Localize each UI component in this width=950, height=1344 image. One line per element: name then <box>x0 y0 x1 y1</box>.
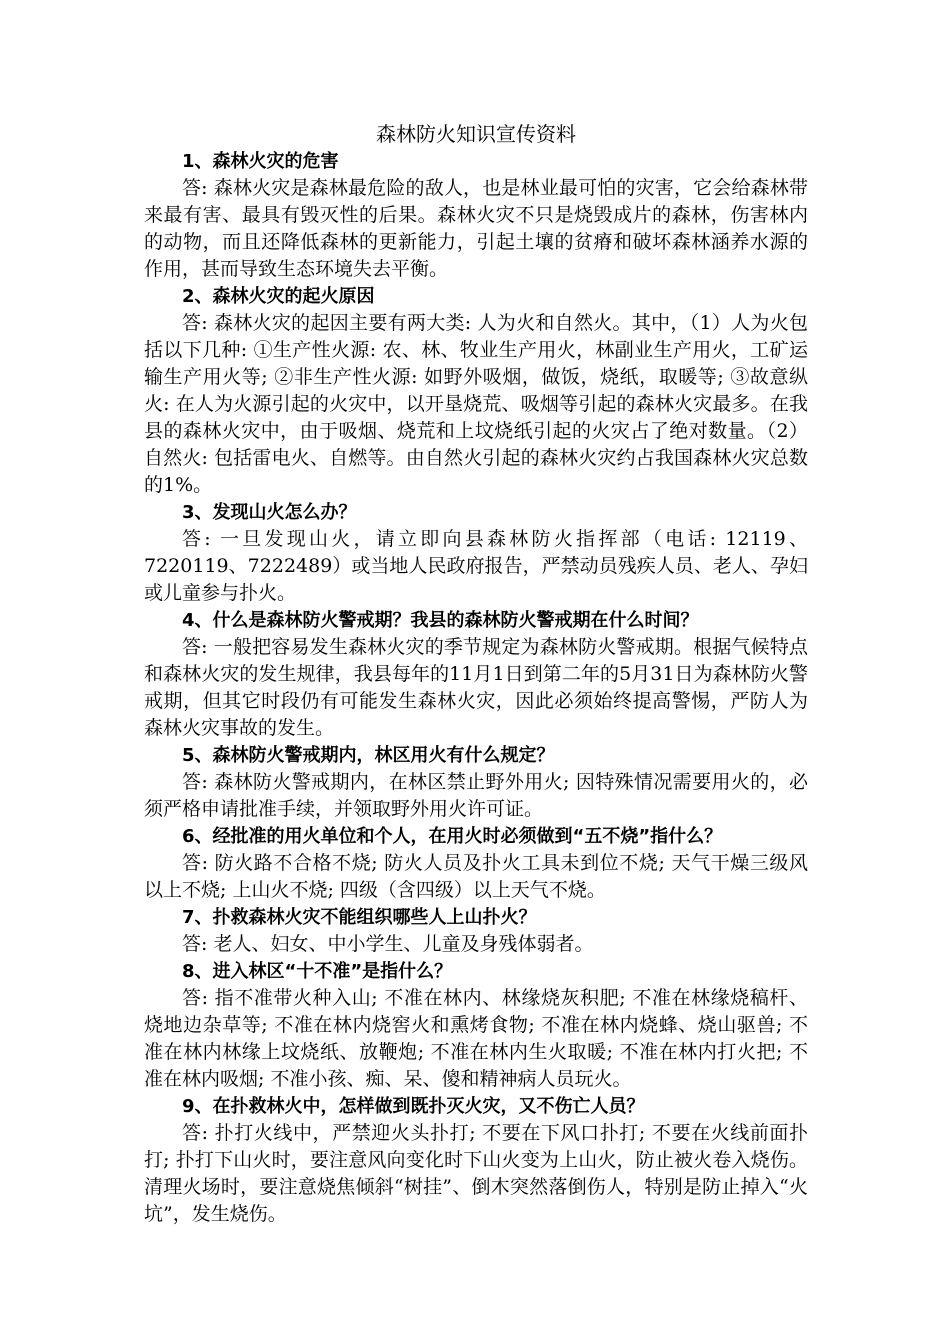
question-3: 3、发现山火怎么办？ <box>182 502 357 523</box>
question-2: 2、森林火灾的起火原因 <box>182 286 375 307</box>
question-8: 8、进入林区“十不准”是指什么？ <box>182 961 453 982</box>
answer-3: 答: 一旦发现山火，请立即向县森林防火指挥部（电话: 12119、7220119、7222489）或当地人民政府报告，严禁动员残疾人员、老人、孕妇或儿童参与扑火。 <box>144 528 808 604</box>
answer-8: 答: 指不准带火种入山; 不准在林内、林缘烧灰积肥; 不准在林缘烧稿杆、烧地边杂草等; 不准在林内烧窖火和熏烤食物; 不准在林内烧蜂、烧山驱兽; 不准在林内林缘上坟烧纸、放鞭炮; 不准在林内生火取暖; 不准在林内打火把; 不准在林内吸烟; 不准小孩、痴、呆、傻和精神病人员玩火。 <box>144 987 808 1090</box>
answer-4: 答: 一般把容易发生森林火灾的季节规定为森林防火警戒期。根据气候特点和森林火灾的发生规律，我县每年的11月1日到第二年的5月31日为森林防火警戒期，但其它时段仍有可能发生森林火灾，因此必须始终提高警惕，严防人为森林火灾事故的发生。 <box>144 636 808 739</box>
document-page <box>144 120 808 1228</box>
question-6: 6、经批准的用火单位和个人，在用火时必须做到“五不烧”指什么？ <box>182 826 723 847</box>
answer-5: 答: 森林防火警戒期内，在林区禁止野外用火; 因特殊情况需要用火的，必须严格申请批准手续，并领取野外用火许可证。 <box>144 771 808 820</box>
question-9: 9、在扑救林火中，怎样做到既扑灭火灾，又不伤亡人员？ <box>182 1096 645 1117</box>
question-4: 4、什么是森林防火警戒期？我县的森林防火警戒期在什么时间？ <box>182 610 699 631</box>
answer-2: 答: 森林火灾的起因主要有两大类: 人为火和自然火。其中，（1）人为火包括以下几种: ①生产性火源: 农、林、牧业生产用火，林副业生产用火，工矿运输生产用火等; ②非生产性火源: 如野外吸烟，做饭，烧纸，取暖等; ③故意纵火: 在人为火源引起的火灾中，以开垦烧荒、吸烟等引起的森林火灾最多。在我县的森林火灾中，由于吸烟、烧荒和上坟烧纸引起的火灾占了绝对数量。（2）自然火: 包括雷电火、自燃等。由自然火引起的森林火灾约占我国森林火灾总数的1%。 <box>144 312 808 496</box>
question-7: 7、扑救森林火灾不能组织哪些人上山扑火？ <box>182 907 537 928</box>
question-1: 1、森林火灾的危害 <box>182 151 339 172</box>
answer-1: 答: 森林火灾是森林最危险的敌人，也是林业最可怕的灾害，它会给森林带来最有害、最具有毁灭性的后果。森林火灾不只是烧毁成片的森林，伤害林内的动物，而且还降低森林的更新能力，引起土壤的贫瘠和破坏森林涵养水源的作用，甚而导致生态环境失去平衡。 <box>144 177 808 280</box>
document-title: 森林防火知识宣传资料 <box>376 122 576 146</box>
answer-7: 答: 老人、妇女、中小学生、儿童及身残体弱者。 <box>182 933 594 955</box>
question-5: 5、森林防火警戒期内，林区用火有什么规定？ <box>182 745 555 766</box>
answer-6: 答: 防火路不合格不烧; 防火人员及扑火工具未到位不烧; 天气干燥三级风以上不烧; 上山火不烧; 四级（含四级）以上天气不烧。 <box>144 852 808 901</box>
answer-9: 答: 扑打火线中，严禁迎火头扑打; 不要在下风口扑打; 不要在火线前面扑打; 扑打下山火时，要注意风向变化时下山火变为上山火，防止被火卷入烧伤。清理火场时，要注意烧焦倾斜“树挂”、倒木突然落倒伤人，特别是防止掉入“火坑”，发生烧伤。 <box>144 1122 808 1225</box>
